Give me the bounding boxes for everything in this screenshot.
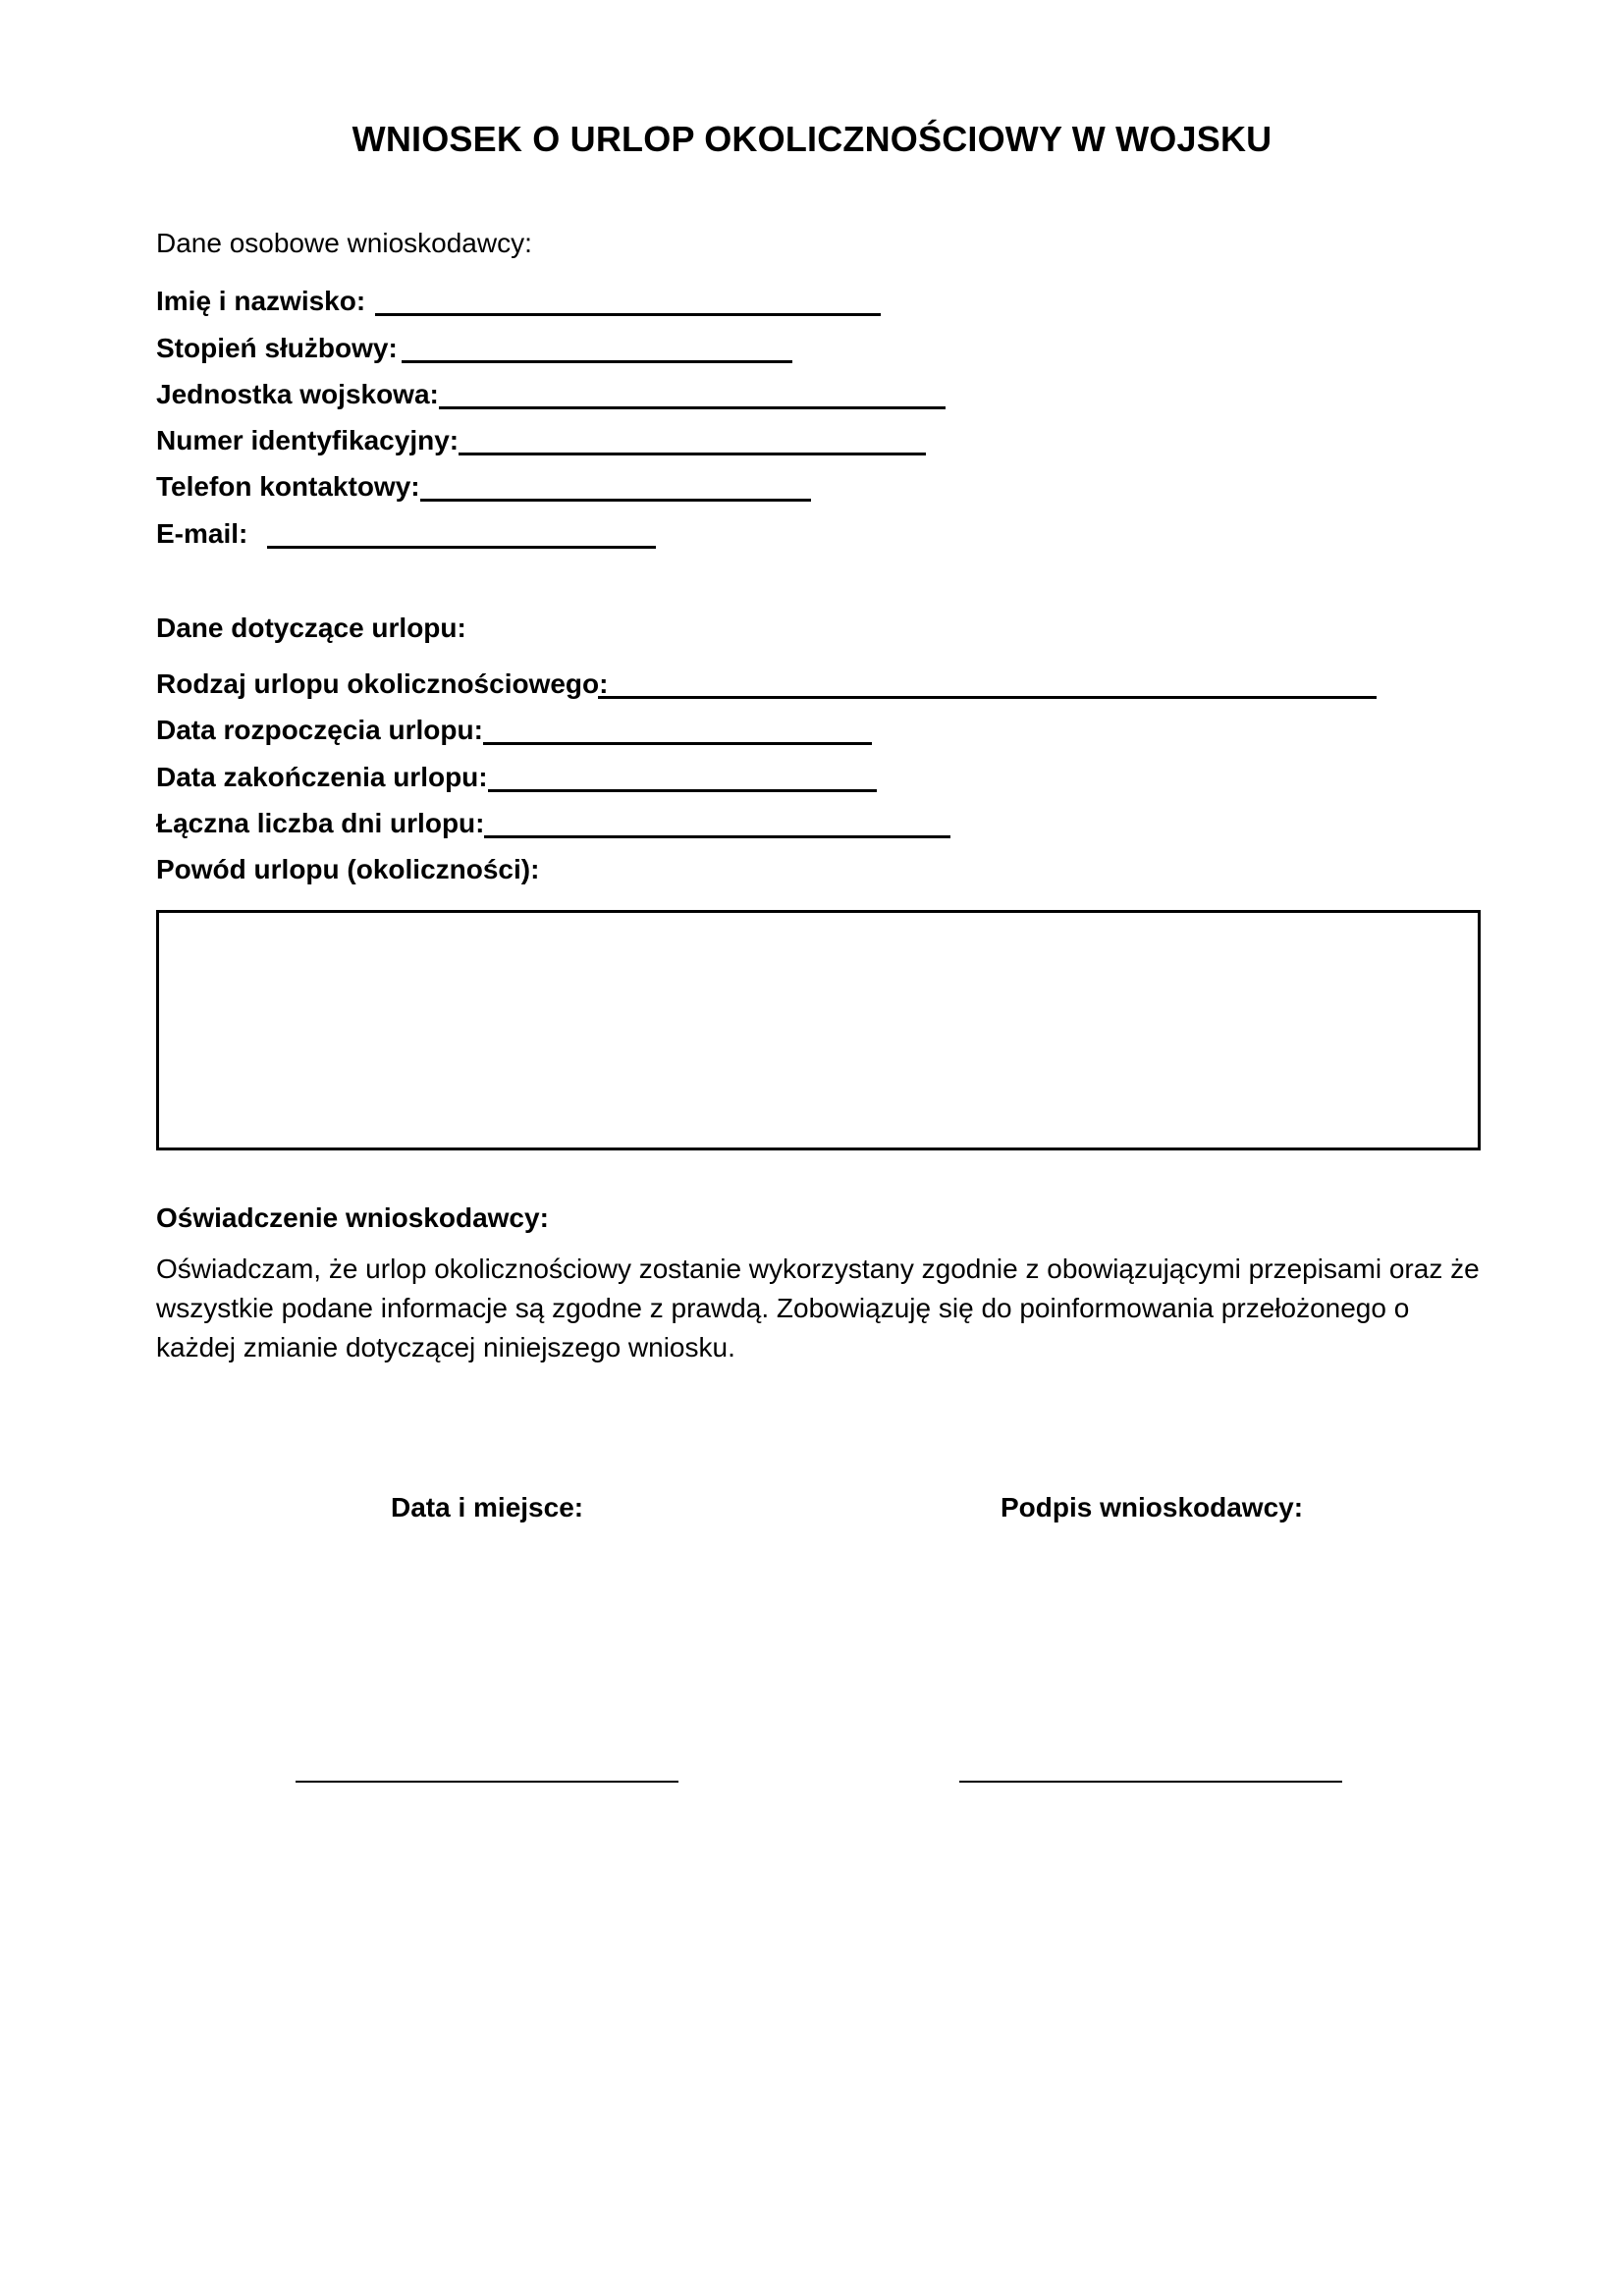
id-number-label: Numer identyfikacyjny: <box>156 425 460 455</box>
end-date-input-line[interactable] <box>488 789 877 792</box>
military-unit-label: Jednostka wojskowa: <box>156 379 439 409</box>
phone-label: Telefon kontaktowy: <box>156 471 420 502</box>
leave-data-heading: Dane dotyczące urlopu: <box>156 613 466 643</box>
declaration-heading: Oświadczenie wnioskodawcy: <box>156 1202 549 1233</box>
reason-label: Powód urlopu (okoliczności): <box>156 854 540 884</box>
full-name-input-line[interactable] <box>375 313 881 316</box>
rank-label: Stopień służbowy: <box>156 333 398 363</box>
phone-input-line[interactable] <box>420 499 811 502</box>
reason-textbox[interactable] <box>156 910 1481 1150</box>
date-place-label: Data i miejsce: <box>391 1492 584 1522</box>
total-days-label: Łączna liczba dni urlopu: <box>156 808 485 838</box>
military-unit-input-line[interactable] <box>439 406 946 409</box>
field-military-unit <box>156 372 946 411</box>
field-leave-type <box>156 662 1377 701</box>
leave-type-label: Rodzaj urlopu okolicznościowego: <box>156 668 609 699</box>
leave-type-input-line[interactable] <box>598 696 1377 699</box>
field-end-date <box>156 755 877 794</box>
email-input-line[interactable] <box>267 546 656 549</box>
field-total-days <box>156 801 950 840</box>
signature-label: Podpis wnioskodawcy: <box>1001 1492 1304 1522</box>
signature-line[interactable] <box>959 1781 1342 1783</box>
field-full-name <box>156 279 881 318</box>
total-days-input-line[interactable] <box>484 835 950 838</box>
document-title: WNIOSEK O URLOP OKOLICZNOŚCIOWY W WOJSKU <box>352 119 1272 159</box>
end-date-label: Data zakończenia urlopu: <box>156 762 488 792</box>
full-name-label: Imię i nazwisko: <box>156 286 366 316</box>
id-number-input-line[interactable] <box>459 453 926 455</box>
field-id-number <box>156 418 926 457</box>
start-date-input-line[interactable] <box>483 742 872 745</box>
date-place-line[interactable] <box>296 1781 678 1783</box>
declaration-text: Oświadczam, że urlop okolicznościowy zostanie wykorzystany zgodnie z obowiązującymi przepisami oraz że wszystkie podane informacje są zgodne z prawdą. Zobowiązuję się do poinformowania przełożonego o każdej zmianie dotyczącej niniejszego wniosku. <box>156 1254 1480 1362</box>
start-date-label: Data rozpoczęcia urlopu: <box>156 715 483 745</box>
field-start-date <box>156 708 872 747</box>
field-email <box>156 511 656 551</box>
field-rank <box>156 326 792 365</box>
rank-input-line[interactable] <box>402 360 792 363</box>
email-label: E-mail: <box>156 518 248 549</box>
personal-data-heading: Dane osobowe wnioskodawcy: <box>156 228 532 258</box>
field-phone <box>156 464 811 504</box>
